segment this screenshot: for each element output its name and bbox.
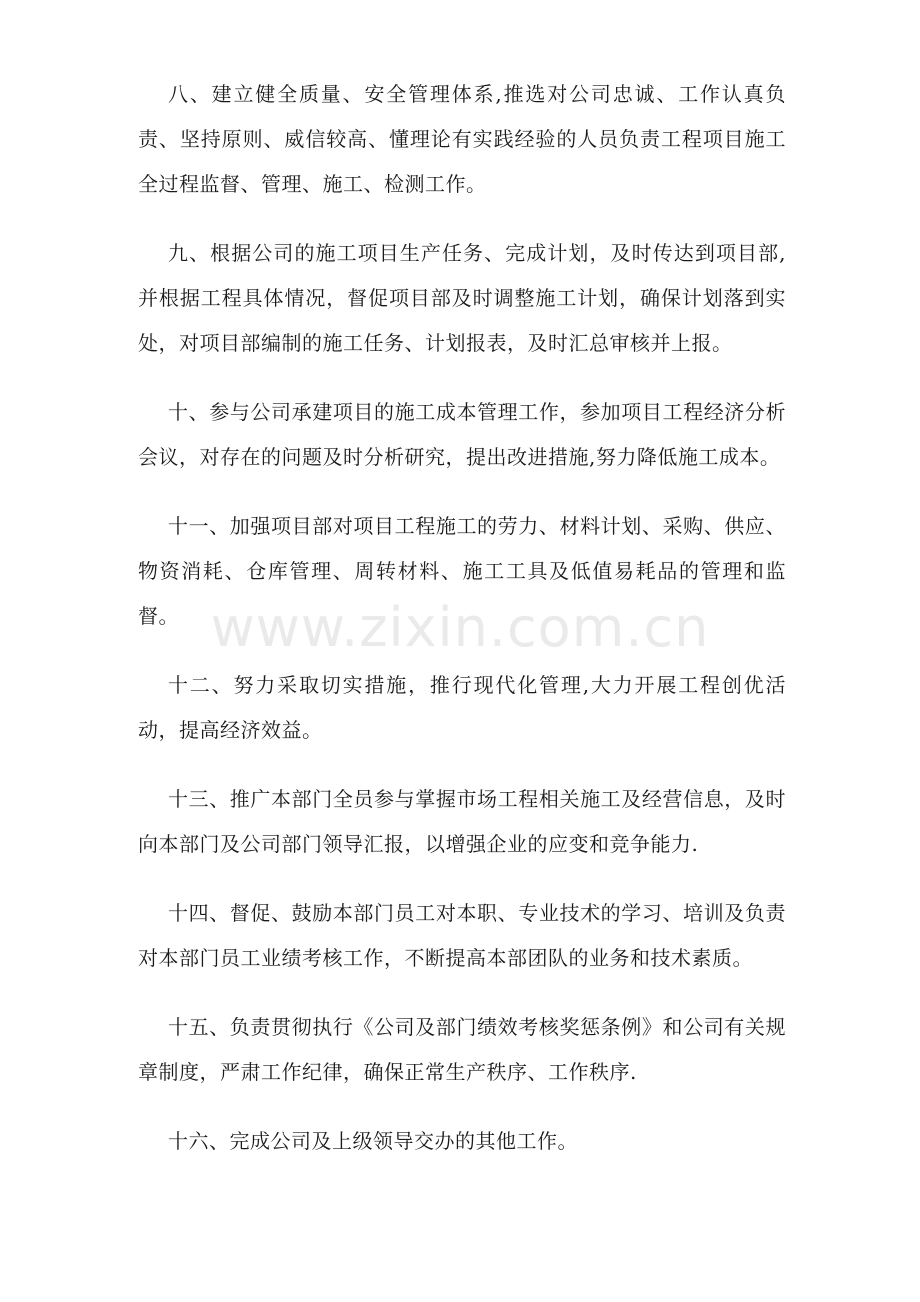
paragraph-item-9: 九、根据公司的施工项目生产任务、完成计划，及时传达到项目部,并根据工程具体情况，督促项目部及时调整施工计划，确保计划落到实处，对项目部编制的施工任务、计划报表，及时汇总审核并上报。: [138, 241, 786, 355]
watermark: www.zixin.com.cn: [210, 596, 710, 659]
document-body: [138, 72, 786, 1188]
paragraph-item-13: 十三、推广本部门全员参与掌握市场工程相关施工及经营信息，及时向本部门及公司部门领导汇报，以增强企业的应变和竞争能力.: [138, 787, 786, 856]
paragraph-item-15: 十五、负责贯彻执行《公司及部门绩效考核奖惩条例》和公司有关规章制度，严肃工作纪律，确保正常生产秩序、工作秩序.: [138, 1015, 786, 1084]
paragraph-item-16: 十六、完成公司及上级领导交办的其他工作。: [168, 1129, 578, 1153]
paragraph-item-10: 十、参与公司承建项目的施工成本管理工作，参加项目工程经济分析会议，对存在的问题及时分析研究，提出改进措施,努力降低施工成本。: [138, 400, 786, 469]
paragraph-item-12: 十二、努力采取切实措施，推行现代化管理,大力开展工程创优活动，提高经济效益。: [138, 673, 786, 742]
paragraph-item-14: 十四、督促、鼓励本部门员工对本职、专业技术的学习、培训及负责对本部门员工业绩考核工作，不断提高本部团队的业务和技术素质。: [138, 901, 786, 970]
paragraph-item-8: 八、建立健全质量、安全管理体系,推选对公司忠诚、工作认真负责、坚持原则、威信较高、懂理论有实践经验的人员负责工程项目施工全过程监督、管理、施工、检测工作。: [138, 82, 786, 196]
paragraph-item-11: 十一、加强项目部对项目工程施工的劳力、材料计划、采购、供应、物资消耗、仓库管理、周转材料、施工工具及低值易耗品的管理和监督。: [138, 514, 786, 628]
